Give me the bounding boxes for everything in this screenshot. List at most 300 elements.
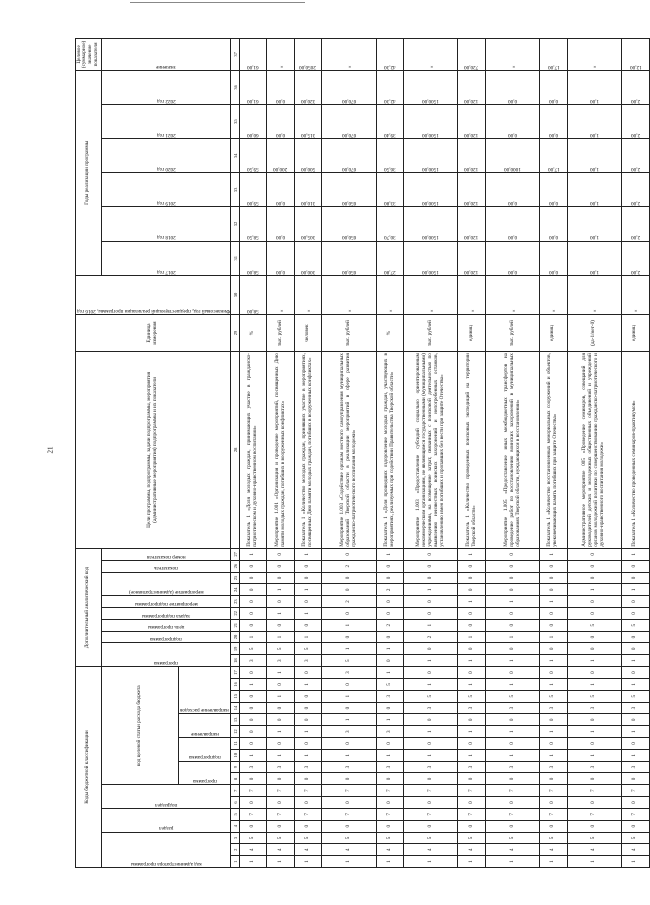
program-ac-header: программа [101,643,230,667]
column-number: 1 [231,856,240,868]
name-header: Цели программы, подпрограммы, задачи подпрограммы, мероприятия (административные мероприятия) подпрограммы и их показатели [76,351,231,548]
code-cell: 0 [403,607,458,619]
code-cell: 7 [622,785,649,797]
unit-cell: единиц [540,315,567,352]
column-number: 23 [231,596,240,608]
code-cell: 0 [294,572,321,584]
code-cell: 5 [240,832,267,844]
code-cell: 1 [294,548,321,560]
code-cell: 1 [240,548,267,560]
code-cell: 0 [403,773,458,785]
column-number: 24 [231,584,240,596]
code-cell: 1 [458,596,485,608]
table-row [485,39,540,868]
year-value-cell: 1500,00 [403,241,458,275]
code-cell: 2 [322,596,377,608]
code-cell: 3 [267,655,294,667]
code-cell: 1 [294,679,321,691]
year-value-cell: 120,00 [458,173,485,207]
year-2020: 2020 год [101,139,230,173]
code-cell: 1 [240,679,267,691]
code-cell: 4 [622,844,649,856]
code-cell: 1 [567,584,622,596]
code-cell: 1 [267,749,294,761]
section-header: раздел [101,808,230,832]
code-cell: 0 [240,596,267,608]
column-number: 20 [231,631,240,643]
column-number: 33 [231,173,240,207]
code-cell: 1 [322,643,377,655]
action-header: мероприятие (административное) [101,572,230,596]
code-cell: 1 [458,679,485,691]
code-cell: 0 [240,773,267,785]
code-cell: 0 [322,584,377,596]
indicator-header: показатель [101,560,230,572]
year-value-cell: 27,80 [376,241,403,275]
code-cell: 1 [267,631,294,643]
code-cell: 0 [622,797,649,809]
code-cell: 0 [567,560,622,572]
unit-cell: (да-1/нет-0) [567,315,622,352]
code-cell: 5 [403,832,458,844]
code-cell: 1 [376,856,403,868]
year-value-cell: 1,00 [567,70,622,104]
code-cell: 5 [622,832,649,844]
year-value-cell: 1500,00 [403,173,458,207]
code-cell: 5 [567,832,622,844]
page-number: 21 [46,446,55,454]
code-cell: 0 [567,643,622,655]
unit-cell: единиц [622,315,649,352]
column-number: 22 [231,607,240,619]
row-description: Показатель 1 «Количество проведенных семинаров-практикумов» [622,351,649,548]
direction-expense-header: направление расходов [179,667,231,714]
code-cell: 3 [458,761,485,773]
code-cell: 1 [485,856,540,868]
table-row [322,39,377,868]
code-cell: 3 [567,702,622,714]
column-number: 29 [231,315,240,352]
code-cell: 1 [458,548,485,560]
unit-cell: тыс. рублей [403,315,458,352]
column-number: 27 [231,548,240,560]
unit-header: Единица измерения [76,315,231,352]
code-cell: 1 [267,607,294,619]
column-number: 34 [231,139,240,173]
code-cell: 0 [240,560,267,572]
code-cell: 1 [376,643,403,655]
code-cell: 1 [294,584,321,596]
code-cell: 1 [267,584,294,596]
code-cell: 3 [540,761,567,773]
code-cell: 0 [403,667,458,679]
table-row [240,39,267,868]
code-cell: 0 [240,690,267,702]
code-cell: 7 [458,785,485,797]
fin-year-cell: × [376,275,403,314]
code-cell: 0 [267,797,294,809]
code-cell: 4 [267,844,294,856]
code-cell: 0 [485,572,540,584]
code-cell: 1 [267,856,294,868]
year-value-cell: 120,00 [458,207,485,241]
year-value-cell: 61,00 [240,70,267,104]
code-cell: 4 [458,844,485,856]
code-cell: 3 [403,761,458,773]
code-cell: 0 [458,560,485,572]
year-value-cell: 120,00 [458,70,485,104]
code-cell: 0 [376,560,403,572]
code-cell: 1 [485,596,540,608]
year-value-cell: 36,50 [376,139,403,173]
code-cell: 0 [485,667,540,679]
year-2017: 2017 год [101,241,230,275]
code-cell: 5 [376,679,403,691]
code-cell: 5 [622,619,649,631]
code-cell: 5 [485,690,540,702]
code-cell: 0 [322,548,377,560]
row-description: Административное мероприятие 005 «Проведение семинаров, совещаний для руководителей детских и молодежных общественных объединений и учреждений органов молодежной политики по совершенствованию гражданско-патриотического и духовно-нравственного воспитания молодежи» [567,351,622,548]
year-value-cell: 0,00 [485,241,540,275]
year-value-cell: 1500,00 [403,207,458,241]
fin-year-cell: × [567,275,622,314]
code-cell: 0 [267,596,294,608]
column-number: 36 [231,70,240,104]
code-cell: 0 [267,619,294,631]
fin-year-cell: × [485,275,540,314]
code-cell: 2 [403,631,458,643]
target-value-cell: 61,00 [240,39,267,71]
row-description: Мероприятие 1.003 «Предоставление субсидий социально ориентированным некоммерческим организациям, не являющимся государственными (муниципальными) учреждениями, на возмещение затрат, связанных с поисковой деятельностью по выявлению неизвестных воинских захоронений и непогребенных останков, установлению имен погибших и пропавших без вести при защите Отечества» [403,351,458,548]
code-cell: 7 [294,808,321,820]
target-value-cell: 720,00 [458,39,485,71]
code-cell: 0 [267,738,294,750]
program-header: программа [179,761,231,785]
code-cell: 1 [376,548,403,560]
table-row [622,39,649,868]
code-cell: 4 [540,844,567,856]
code-cell: 0 [567,667,622,679]
year-value-cell: 1500,00 [403,139,458,173]
code-cell: 1 [622,655,649,667]
year-value-cell: 0,00 [267,241,294,275]
code-cell: 0 [403,714,458,726]
code-cell: 0 [240,738,267,750]
code-cell: 0 [458,797,485,809]
column-number: 17 [231,667,240,679]
year-value-cell: 1000,00 [485,139,540,173]
code-cell: 7 [322,808,377,820]
code-cell: 0 [622,643,649,655]
code-cell: 3 [485,761,540,773]
year-value-cell: 58,50 [240,207,267,241]
code-cell: 1 [403,584,458,596]
code-cell: 3 [403,702,458,714]
code-cell: 1 [622,856,649,868]
code-cell: 1 [540,631,567,643]
code-cell: 0 [540,738,567,750]
unit-cell: человек [294,315,321,352]
code-cell: 0 [458,572,485,584]
code-cell: 0 [567,738,622,750]
code-cell: 1 [322,856,377,868]
code-cell: 1 [240,856,267,868]
column-number: 31 [231,241,240,275]
code-cell: 0 [540,560,567,572]
column-number: 32 [231,207,240,241]
year-value-cell: 500,00 [294,139,321,173]
code-cell: 0 [403,548,458,560]
code-cell: 7 [485,808,540,820]
code-cell: 3 [376,726,403,738]
target-value-cell: × [567,39,622,71]
code-cell: 4 [322,844,377,856]
year-value-cell: 59,50 [240,139,267,173]
table-row [540,39,567,868]
code-cell: 1 [622,726,649,738]
year-value-cell: 650,00 [322,207,377,241]
code-cell: 7 [403,808,458,820]
code-cell: 3 [567,761,622,773]
column-number: 19 [231,643,240,655]
unit-cell: единиц [458,315,485,352]
code-cell: 0 [322,773,377,785]
year-2022: 2022 год [101,70,230,104]
code-cell: 0 [403,797,458,809]
code-cell: 1 [376,749,403,761]
admin-code-header: код администратора программы [101,832,230,867]
table-row [267,39,294,868]
code-cell: 0 [540,667,567,679]
code-cell: 0 [403,560,458,572]
year-value-cell: 2,00 [622,139,649,173]
direction-header: направление [179,714,231,738]
code-cell: 0 [267,572,294,584]
year-2019: 2019 год [101,173,230,207]
code-cell: 0 [567,596,622,608]
code-cell: 1 [540,856,567,868]
code-cell: 2 [376,584,403,596]
code-cell: 7 [267,808,294,820]
code-cell: 0 [485,584,540,596]
code-cell: 7 [294,785,321,797]
code-cell: 5 [458,690,485,702]
year-value-cell: 2,00 [622,207,649,241]
target-value-cell: 17,00 [540,39,567,71]
code-cell: 4 [567,844,622,856]
column-number: 30 [231,275,240,314]
code-cell: 1 [540,596,567,608]
code-cell: 0 [567,607,622,619]
code-cell: 1 [403,679,458,691]
code-cell: 1 [376,667,403,679]
code-cell: 5 [567,690,622,702]
code-cell: 0 [567,548,622,560]
column-number: 12 [231,726,240,738]
subprogram-ac-header: подпрограмма [101,631,230,643]
column-number: 7 [231,785,240,797]
code-cell: 0 [540,773,567,785]
year-value-cell: 42,30 [376,70,403,104]
year-value-cell: 120,00 [458,139,485,173]
code-cell: 5 [240,643,267,655]
code-cell: 0 [294,560,321,572]
target-header: Целевое (суммарное) значение показателя [76,39,102,71]
code-cell: 1 [458,726,485,738]
row-description: Мероприятие 1.005 «Предоставление иных межбюджетных трансфертов на проведение работ по восстановлению воинских захоронений в муниципальных образованиях Тверской области, нуждающихся в восстановлении» [485,351,540,548]
code-cell: 0 [567,631,622,643]
column-number: 16 [231,679,240,691]
code-cell: 0 [540,714,567,726]
column-number: 9 [231,761,240,773]
code-cell: 0 [567,714,622,726]
column-number: 5 [231,808,240,820]
year-value-cell: 0,00 [267,105,294,139]
budget-codes-header: Коды бюджетной классификации [76,667,102,868]
code-cell: 0 [485,714,540,726]
year-value-cell: 30,70 [376,207,403,241]
code-cell: 1 [567,726,622,738]
code-cell: 0 [622,631,649,643]
code-cell: 2 [322,560,377,572]
program-table [75,38,650,868]
unit-cell: тыс. рублей [267,315,294,352]
year-value-cell: 2,00 [622,70,649,104]
unit-cell: тыс. рублей [485,315,540,352]
code-cell: 7 [540,785,567,797]
table-row [376,39,403,868]
code-cell: 1 [403,655,458,667]
code-cell: 0 [294,667,321,679]
year-value-cell: 0,00 [267,207,294,241]
table-row [403,39,458,868]
column-number: 6 [231,797,240,809]
code-cell: 5 [622,690,649,702]
code-cell: 1 [567,679,622,691]
code-cell: 1 [622,749,649,761]
code-cell: 3 [240,761,267,773]
year-value-cell: 0,00 [485,105,540,139]
code-cell: 5 [485,832,540,844]
code-cell: 1 [458,631,485,643]
code-cell: 0 [294,596,321,608]
code-cell: 1 [294,856,321,868]
code-cell: 1 [376,714,403,726]
code-cell: 0 [294,773,321,785]
code-cell: 0 [267,773,294,785]
code-cell: 0 [267,714,294,726]
code-cell: 7 [376,808,403,820]
code-cell: 1 [240,749,267,761]
code-cell: 0 [294,797,321,809]
fin-year-header: Финансовый год, предшествующий реализации программы, 2016 год [76,275,231,314]
code-cell: 1 [267,690,294,702]
code-cell: 0 [240,572,267,584]
column-number: 25 [231,572,240,584]
year-value-cell: 0,00 [267,70,294,104]
column-number: 8 [231,773,240,785]
code-cell: 3 [376,761,403,773]
code-cell: 7 [403,785,458,797]
year-value-cell: 0,00 [540,207,567,241]
code-cell: 7 [622,808,649,820]
code-cell: 0 [376,607,403,619]
fin-year-cell: × [458,275,485,314]
code-cell: 0 [240,584,267,596]
code-cell: 1 [322,714,377,726]
row-description: Показатель 1 «Доля прошедших оздоровление молодых граждан, участвующих в мероприятиях, реализуемых при содействии Правительства Тверской области» [376,351,403,548]
code-cell: 5 [403,690,458,702]
code-cell: 0 [622,820,649,832]
year-value-cell: 670,00 [322,105,377,139]
code-cell: 0 [485,820,540,832]
code-cell: 0 [540,584,567,596]
code-cell: 1 [567,856,622,868]
year-value-cell: 0,00 [485,70,540,104]
code-cell: 0 [622,572,649,584]
code-cell: 7 [376,785,403,797]
code-cell: 1 [458,749,485,761]
subsection-header: подраздел [101,785,230,809]
code-cell: 7 [240,785,267,797]
row-description: Показатель 1 «Количество молодых граждан, принявших участие в мероприятиях, посвященных Дню памяти молодых граждан, погибших в вооруженных конфликтах» [294,351,321,548]
code-cell: 0 [622,596,649,608]
code-cell: 0 [622,714,649,726]
code-cell: 5 [376,832,403,844]
year-value-cell: 1500,00 [403,70,458,104]
code-cell: 0 [322,820,377,832]
target-value-cell: × [322,39,377,71]
year-value-cell: 39,40 [376,105,403,139]
code-cell: 0 [240,726,267,738]
code-cell: 1 [540,655,567,667]
year-value-cell: 0,00 [267,173,294,207]
code-cell: 2 [376,619,403,631]
code-cell: 0 [267,702,294,714]
code-cell: 0 [322,702,377,714]
target-value-cell: 12,00 [622,39,649,71]
fin-year-cell: 58,00 [240,275,267,314]
year-value-cell: 2,00 [622,241,649,275]
code-cell: 1 [403,749,458,761]
column-number: 37 [231,39,240,71]
year-value-cell: 1,00 [567,173,622,207]
year-value-cell: 315,00 [294,105,321,139]
fin-year-cell: × [622,275,649,314]
code-cell: 1 [240,631,267,643]
code-cell: 5 [294,643,321,655]
code-cell: 1 [567,749,622,761]
code-cell: 0 [485,607,540,619]
year-value-cell: 2,00 [622,173,649,207]
code-cell: 1 [294,607,321,619]
code-cell: 0 [322,679,377,691]
code-cell: 0 [485,560,540,572]
code-cell: 0 [622,560,649,572]
code-cell: 3 [322,667,377,679]
code-cell: 3 [267,761,294,773]
code-cell: 4 [294,844,321,856]
code-cell: 0 [294,702,321,714]
code-cell: 3 [622,761,649,773]
code-cell: 0 [540,572,567,584]
code-cell: 1 [267,667,294,679]
code-cell: 0 [458,643,485,655]
scan-top-rule [130,2,305,3]
fin-year-cell: × [403,275,458,314]
column-number: 26 [231,560,240,572]
code-cell: 0 [322,572,377,584]
